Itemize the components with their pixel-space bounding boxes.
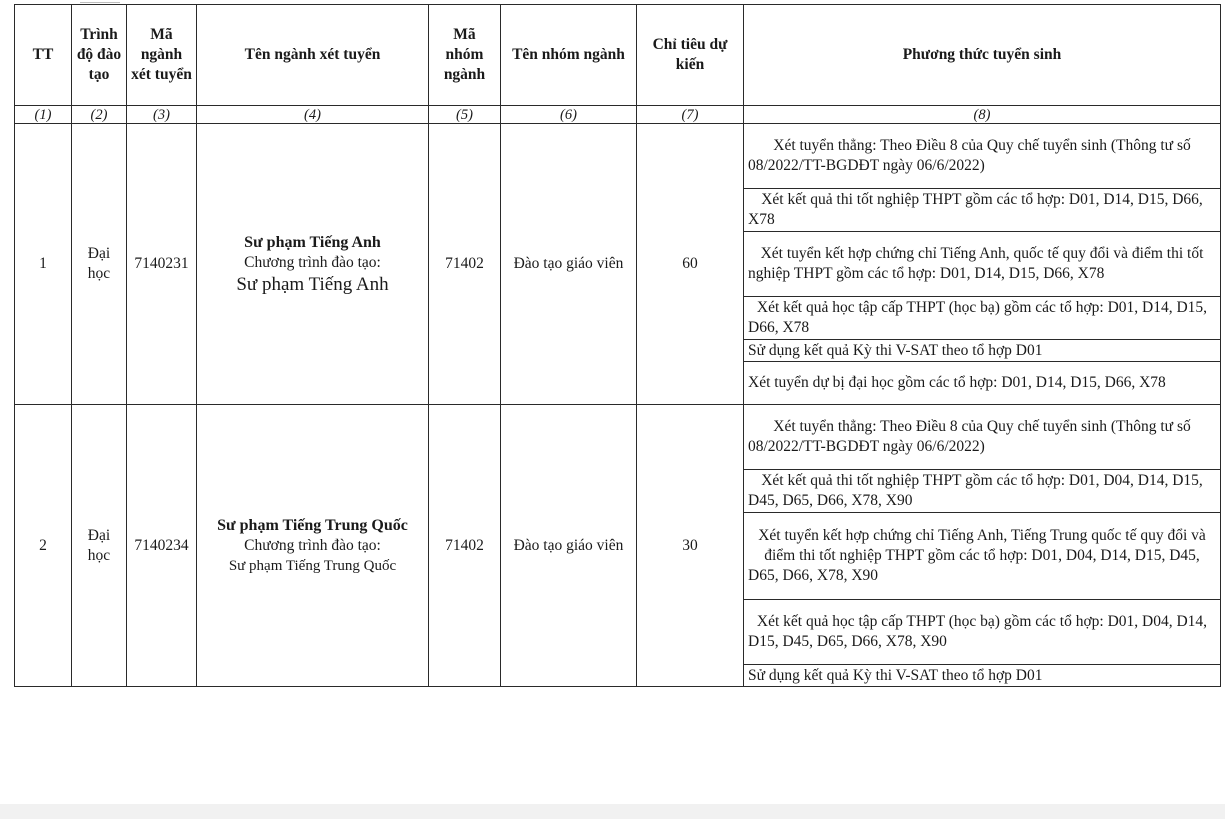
column-number-row xyxy=(15,106,1221,124)
row-major-name xyxy=(197,405,429,687)
header-row xyxy=(15,5,1221,106)
row-level: Đại học xyxy=(72,124,127,405)
column-number: (7) xyxy=(637,106,744,124)
admission-method: Xét kết quả học tập cấp THPT (học bạ) gồm các tổ hợp: D01, D14, D15, D66, X78 xyxy=(744,297,1221,340)
row-quota: 60 xyxy=(637,124,744,405)
row-level: Đại học xyxy=(72,405,127,687)
column-number: (3) xyxy=(127,106,197,124)
column-number: (6) xyxy=(501,106,637,124)
program-label: Chương trình đào tạo: xyxy=(244,537,381,554)
column-number: (8) xyxy=(744,106,1221,124)
row-major-code: 7140231 xyxy=(127,124,197,405)
admission-method: Xét tuyển thẳng: Theo Điều 8 của Quy chế tuyển sinh (Thông tư số 08/2022/TT-BGDĐT ngày 06/6/2022) xyxy=(744,124,1221,189)
column-number: (2) xyxy=(72,106,127,124)
row-group-name: Đào tạo giáo viên xyxy=(501,405,637,687)
major-title: Sư phạm Tiếng Anh xyxy=(244,233,381,251)
admission-method: Sử dụng kết quả Kỳ thi V-SAT theo tổ hợp D01 xyxy=(744,665,1221,687)
admission-method: Xét tuyển dự bị đại học gồm các tổ hợp: D01, D14, D15, D66, X78 xyxy=(744,362,1221,405)
table-row xyxy=(15,124,1221,189)
header-group-code: Mã nhóm ngành xyxy=(429,5,501,106)
row-tt: 1 xyxy=(15,124,72,405)
admission-table xyxy=(14,4,1221,687)
row-tt: 2 xyxy=(15,405,72,687)
header-tt: TT xyxy=(15,5,72,106)
row-group-code: 71402 xyxy=(429,405,501,687)
page-edge-fragment xyxy=(80,0,120,3)
admission-method: Xét kết quả học tập cấp THPT (học bạ) gồm các tổ hợp: D01, D04, D14, D15, D45, D65, D66, X78, X90 xyxy=(744,600,1221,665)
header-major-code: Mã ngành xét tuyển xyxy=(127,5,197,106)
major-title: Sư phạm Tiếng Trung Quốc xyxy=(217,517,408,534)
header-methods: Phương thức tuyển sinh xyxy=(744,5,1221,106)
header-level: Trình độ đào tạo xyxy=(72,5,127,106)
row-major-code: 7140234 xyxy=(127,405,197,687)
admission-method: Xét tuyển kết hợp chứng chỉ Tiếng Anh, Tiếng Trung quốc tế quy đổi và điểm thi tốt nghiệp THPT gồm các tổ hợp: D01, D04, D14, D15, D45, D65, D66, X78, X90 xyxy=(744,513,1221,600)
column-number: (1) xyxy=(15,106,72,124)
admission-method: Xét tuyển thẳng: Theo Điều 8 của Quy chế tuyển sinh (Thông tư số 08/2022/TT-BGDĐT ngày 06/6/2022) xyxy=(744,405,1221,470)
program-name: Sư phạm Tiếng Trung Quốc xyxy=(228,558,397,574)
program-name: Sư phạm Tiếng Anh xyxy=(236,273,389,295)
column-number: (4) xyxy=(197,106,429,124)
row-group-code: 71402 xyxy=(429,124,501,405)
admission-method: Sử dụng kết quả Kỳ thi V-SAT theo tổ hợp D01 xyxy=(744,340,1221,362)
header-quota: Chỉ tiêu dự kiến xyxy=(637,5,744,106)
page-bottom-strip xyxy=(0,804,1225,819)
row-quota: 30 xyxy=(637,405,744,687)
row-major-name xyxy=(197,124,429,405)
table-row xyxy=(15,405,1221,470)
header-group-name: Tên nhóm ngành xyxy=(501,5,637,106)
admission-method: Xét kết quả thi tốt nghiệp THPT gồm các tổ hợp: D01, D04, D14, D15, D45, D65, D66, X78, X90 xyxy=(744,470,1221,513)
program-label: Chương trình đào tạo: xyxy=(244,253,381,271)
admission-method: Xét tuyển kết hợp chứng chỉ Tiếng Anh, quốc tế quy đổi và điểm thi tốt nghiệp THPT gồm các tổ hợp: D01, D14, D15, D66, X78 xyxy=(744,232,1221,297)
column-number: (5) xyxy=(429,106,501,124)
row-group-name: Đào tạo giáo viên xyxy=(501,124,637,405)
header-major-name: Tên ngành xét tuyển xyxy=(197,5,429,106)
admission-method: Xét kết quả thi tốt nghiệp THPT gồm các tổ hợp: D01, D14, D15, D66, X78 xyxy=(744,189,1221,232)
